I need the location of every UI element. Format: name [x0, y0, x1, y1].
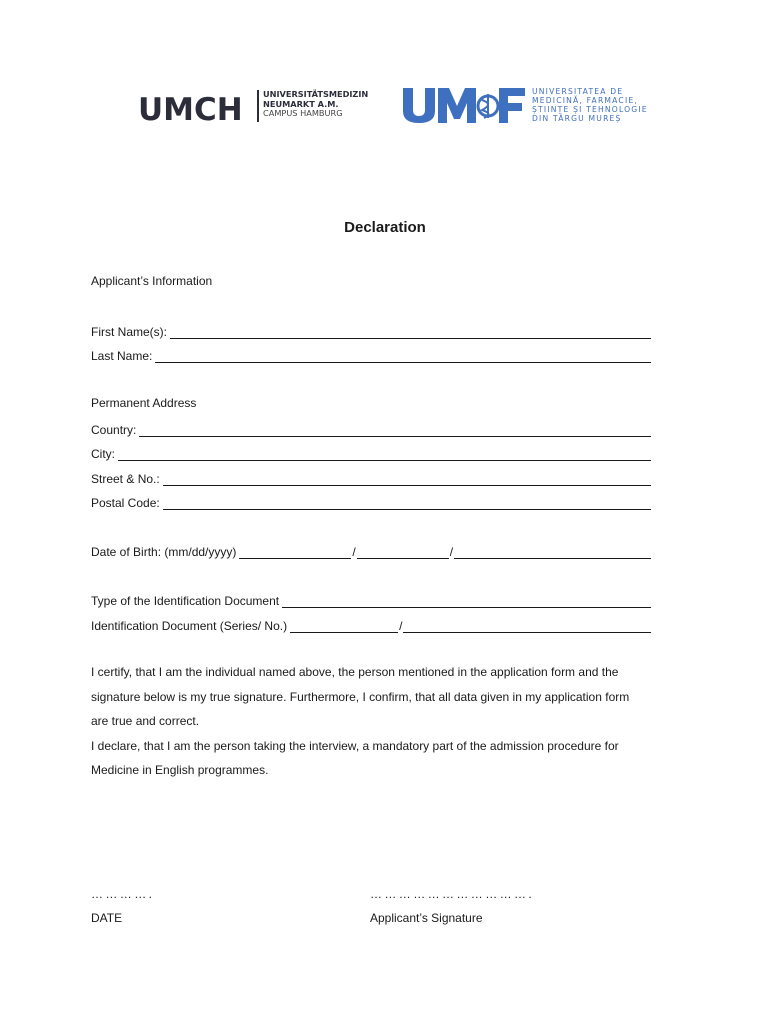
date-of-birth-field[interactable] — [91, 543, 651, 559]
country-input-line[interactable] — [139, 424, 651, 437]
umf-line-3: ȘTIINȚE ȘI TEHNOLOGIE — [532, 105, 648, 114]
dob-day-line[interactable] — [357, 546, 449, 559]
declare-line-1: I declare, that I am the person taking the interview, a mandatory part of the admission procedure for — [91, 738, 619, 753]
umch-line-2: NEUMARKT A.M. — [263, 98, 339, 109]
id-separator: / — [399, 619, 403, 633]
dob-separator-2: / — [449, 545, 454, 559]
postal-code-field[interactable] — [91, 494, 651, 510]
street-input-line[interactable] — [163, 473, 651, 486]
city-label: City: — [91, 447, 115, 461]
date-of-birth-label: Date of Birth: (mm/dd/yyyy) — [91, 545, 237, 559]
umch-line-1: UNIVERSITÄTSMEDIZIN — [263, 89, 369, 99]
country-field[interactable] — [91, 421, 651, 437]
applicant-signature-label: Applicant’s Signature — [370, 911, 483, 925]
id-type-input-line[interactable] — [282, 595, 651, 608]
declare-line-2: Medicine in English programmes. — [91, 763, 269, 777]
country-label: Country: — [91, 423, 137, 437]
umch-wordmark: UMCH — [138, 92, 243, 128]
umf-logo — [401, 86, 651, 126]
umf-subtitle — [532, 87, 648, 123]
umch-line-3: CAMPUS HAMBURG — [263, 108, 343, 118]
id-type-label: Type of the Identification Document — [91, 594, 280, 608]
dob-year-line[interactable] — [454, 546, 651, 559]
umf-line-2: MEDICINĂ, FARMACIE, — [532, 96, 638, 105]
postal-code-label: Postal Code: — [91, 496, 160, 510]
umf-line-1: UNIVERSITATEA DE — [532, 87, 624, 96]
dob-separator-1: / — [352, 545, 356, 559]
applicant-info-heading: Applicant’s Information — [91, 274, 213, 288]
postal-code-input-line[interactable] — [163, 497, 651, 510]
document-title: Declaration — [344, 219, 426, 236]
certify-line-1: I certify, that I am the individual named above, the person mentioned in the application form and the — [91, 665, 619, 679]
certify-line-2: signature below is my true signature. Furthermore, I confirm, that all data given in my application form — [91, 689, 630, 704]
id-series-label: Identification Document (Series/ No.) — [91, 619, 288, 633]
first-name-input-line[interactable] — [170, 326, 651, 339]
id-type-field[interactable] — [91, 592, 651, 608]
logo-divider — [257, 90, 259, 122]
permanent-address-heading: Permanent Address — [91, 396, 197, 410]
applicant-signature-line[interactable]: ……………………………. — [370, 887, 535, 901]
last-name-input-line[interactable] — [155, 350, 651, 363]
umch-subtitle — [263, 90, 383, 119]
date-label: DATE — [91, 911, 123, 925]
last-name-label: Last Name: — [91, 349, 153, 363]
declaration-text — [91, 660, 663, 783]
umf-line-4: DIN TÂRGU MUREȘ — [532, 114, 622, 123]
city-field[interactable] — [91, 445, 651, 461]
id-number-line[interactable] — [403, 620, 651, 633]
first-name-field[interactable] — [91, 323, 651, 339]
umf-monogram-icon — [401, 86, 527, 124]
date-signature-line[interactable]: …………. — [91, 887, 155, 901]
certify-line-3: are true and correct. — [91, 714, 200, 728]
street-field[interactable] — [91, 470, 651, 486]
id-series-field[interactable] — [91, 617, 651, 633]
first-name-label: First Name(s): — [91, 325, 167, 339]
dob-month-line[interactable] — [239, 546, 351, 559]
last-name-field[interactable] — [91, 347, 651, 363]
street-label: Street & No.: — [91, 472, 160, 486]
id-series-line[interactable] — [290, 620, 398, 633]
city-input-line[interactable] — [118, 448, 651, 461]
